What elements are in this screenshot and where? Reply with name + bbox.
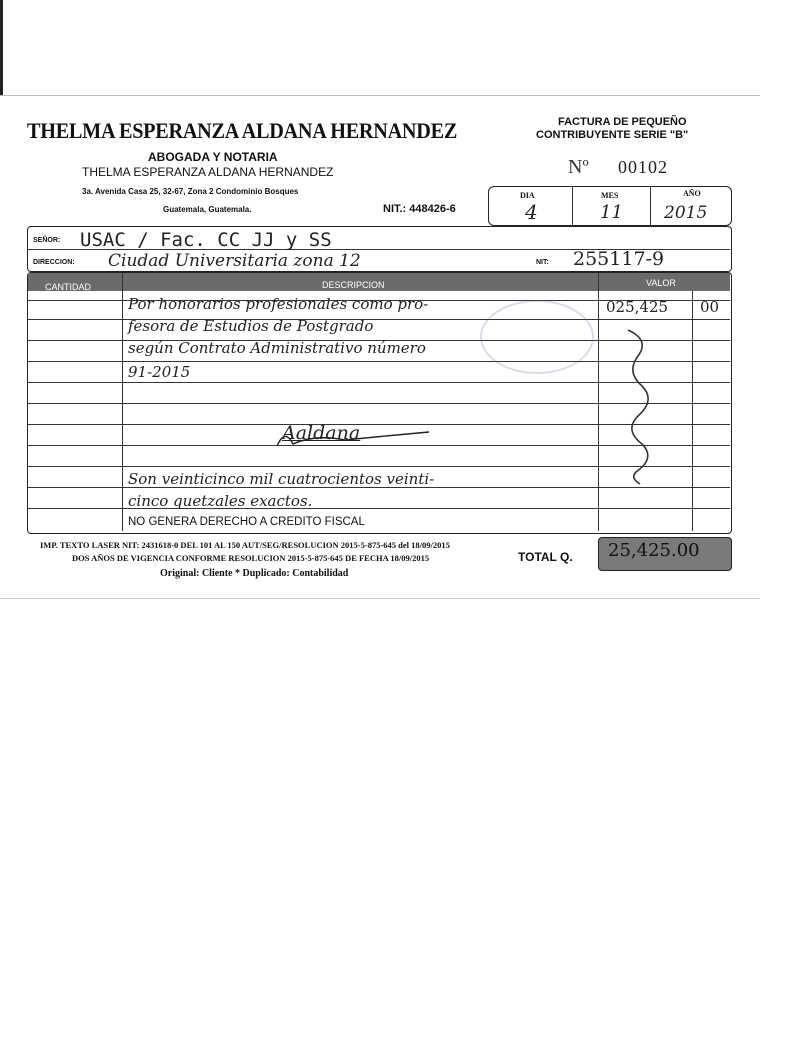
- printer-authorization: IMP. TEXTO LASER NIT: 2431618-0 DEL 101 AL 150 AUT/SEG/RESOLUCION 2015-5-875-645 del 18/09/2015: [40, 540, 450, 550]
- scan-paper-bottom-edge: [0, 598, 760, 599]
- validity-note: DOS AÑOS DE VIGENCIA CONFORME RESOLUCION 2015-5-875-645 DE FECHA 18/09/2015: [72, 553, 430, 563]
- client-nit-label: NIT:: [536, 259, 549, 266]
- senor-label: SEÑOR:: [33, 237, 61, 244]
- description-line: 91-2015: [128, 363, 191, 381]
- header-valor: VALOR: [646, 278, 676, 288]
- fiscal-credit-note: NO GENERA DERECHO A CREDITO FISCAL: [128, 516, 365, 528]
- issuer-profession: ABOGADA Y NOTARIA: [148, 150, 278, 164]
- date-month-label: MES: [601, 191, 619, 200]
- scan-paper-edge: [0, 95, 760, 96]
- issuer-nit: NIT.: 448426-6: [383, 203, 456, 215]
- invoice-type-line2: CONTRIBUYENTE SERIE "B": [536, 129, 689, 141]
- direccion-value: Ciudad Universitaria zona 12: [108, 251, 361, 271]
- senor-value: USAC / Fac. CC JJ y SS: [80, 229, 332, 251]
- client-nit-value: 255117-9: [573, 248, 665, 270]
- date-month-value: 11: [600, 202, 623, 223]
- date-day-value: 4: [525, 200, 538, 224]
- invoice-number-label: Nº: [568, 156, 589, 178]
- scan-left-edge: [0, 0, 3, 95]
- total-label: TOTAL Q.: [518, 550, 573, 564]
- date-year-value: 2015: [664, 203, 708, 223]
- col-divider-cantidad: [122, 273, 123, 531]
- description-line: fesora de Estudios de Postgrado: [128, 317, 374, 335]
- col-divider-valor: [598, 273, 599, 531]
- description-line: Por honorarios profesionales como pro-: [128, 295, 429, 313]
- faint-seal-stamp: [480, 300, 594, 374]
- issuer-name: THELMA ESPERANZA ALDANA HERNANDEZ: [27, 118, 458, 143]
- total-value: 25,425.00: [608, 540, 700, 561]
- item-amount: 025,425: [606, 298, 669, 316]
- date-divider-1: [572, 187, 573, 225]
- date-year-label: AÑO: [683, 189, 701, 198]
- description-line: según Contrato Administrativo número: [128, 339, 426, 357]
- copy-distribution: Original: Cliente * Duplicado: Contabilidad: [160, 568, 349, 579]
- date-day-label: DIA: [520, 191, 535, 200]
- issuer-name-secondary: THELMA ESPERANZA ALDANA HERNANDEZ: [82, 165, 334, 179]
- invoice-type-line1: FACTURA DE PEQUEÑO: [558, 116, 687, 128]
- issuer-address-line1: 3a. Avenida Casa 25, 32-67, Zona 2 Condominio Bosques: [82, 187, 299, 196]
- amount-in-words-line: cinco quetzales exactos.: [128, 492, 313, 510]
- signature-flourish: [275, 426, 435, 450]
- issuer-address-line2: Guatemala, Guatemala.: [163, 205, 252, 214]
- header-descripcion: DESCRIPCION: [322, 280, 385, 290]
- direccion-label: DIRECCION:: [33, 259, 75, 266]
- amount-in-words-line: Son veinticinco mil cuatrocientos veinti-: [128, 470, 435, 488]
- signature: Aaldana: [282, 422, 361, 444]
- header-cantidad: CANTIDAD: [45, 282, 92, 292]
- invoice-number: 00102: [618, 157, 668, 177]
- col-divider-cents: [692, 291, 693, 531]
- continuation-scribble: [620, 326, 660, 486]
- item-amount-cents: 00: [700, 298, 720, 316]
- date-divider-2: [650, 187, 651, 225]
